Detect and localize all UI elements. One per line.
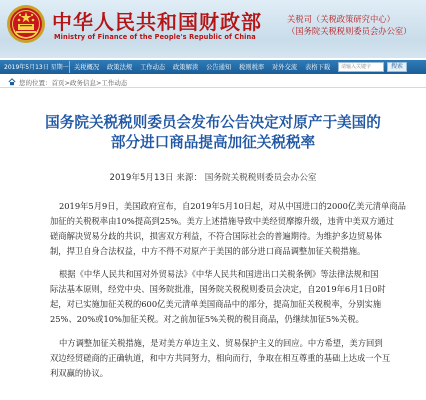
main-nav	[0, 60, 426, 74]
site-title[interactable]: 中华人民共和国财政部	[52, 10, 262, 34]
paragraph-line: 中方调整加征关税措施，是对美方单边主义、贸易保护主义的回应。中方希望，美方回到	[59, 338, 383, 348]
search-button[interactable]: 搜索	[387, 62, 407, 72]
nav-item-exchange[interactable]: 对外交流	[272, 64, 298, 71]
breadcrumb[interactable]: 您的位置：首页>政务信息>工作动态	[19, 79, 128, 87]
nav-divider	[69, 61, 70, 73]
nav-item-overview[interactable]: 关税概况	[74, 64, 100, 71]
nav-item-policies[interactable]: 政策法规	[107, 64, 133, 71]
national-emblem-icon[interactable]	[6, 4, 46, 44]
nav-item-interpretation[interactable]: 政策解读	[173, 64, 199, 71]
paragraph-line: 利双赢的协议。	[50, 368, 109, 378]
nav-item-work-news[interactable]: 工作动态	[140, 64, 166, 71]
paragraph-line: 根据《中华人民共和国对外贸易法》《中华人民共和国进出口关税条例》等法律法规和国	[59, 269, 379, 279]
department-name	[287, 13, 411, 37]
paragraph-line: 际法基本原则，经党中央、国务院批准，国务院关税税则委员会决定，自2019年6月1日0时	[50, 284, 386, 294]
paragraph-line: 2019年5月9日，美国政府宣布，自2019年5月10日起，对从中国进口的2000亿美元清单商品	[59, 201, 406, 211]
article-title-line-2: 部分进口商品提高加征关税税率	[110, 134, 316, 151]
department-line-1: 关税司（关税政策研究中心）	[287, 14, 395, 24]
paragraph-line: 25%、20%或10%加征关税。对之前加征5%关税的税目商品，仍继续加征5%关税。	[50, 314, 364, 324]
site-header	[0, 0, 426, 58]
nav-item-announcements[interactable]: 公告通知	[206, 64, 232, 71]
department-line-2: （国务院关税税则委员会办公室）	[287, 26, 412, 36]
home-icon[interactable]	[8, 78, 16, 86]
paragraph-line: 制，捍卫自身合法权益，中方不得不对原产于美国的部分进口商品调整加征关税措施。	[50, 246, 366, 256]
paragraph-line: 双边经贸磋商的正确轨道，和中方共同努力，相向而行，争取在相互尊重的基础上达成一个互	[50, 353, 391, 363]
search-input[interactable]: 请输入关键字	[338, 62, 384, 72]
current-date: 2019年5月13日 星期一	[4, 64, 69, 71]
paragraph-line: 磋商解决贸易分歧的共识，损害双方利益，不符合国际社会的普遍期待。为维护多边贸易体	[50, 231, 382, 241]
article-title-line-1: 国务院关税税则委员会发布公告决定对原产于美国的	[45, 114, 381, 131]
breadcrumb-bar	[0, 76, 426, 88]
nav-item-downloads[interactable]: 表格下载	[305, 64, 331, 71]
article-meta: 2019年5月13日 来源： 国务院关税税则委员会办公室	[109, 173, 317, 183]
nav-item-tariff-rates[interactable]: 税则税率	[239, 64, 265, 71]
paragraph-line: 起，对已实施加征关税的600亿美元清单美国商品中的部分，提高加征关税税率，分别实施	[50, 299, 382, 309]
site-title-english: Ministry of Finance of the People's Republic of China	[54, 33, 256, 41]
paragraph-line: 加征的关税税率由10%提高到25%。美方上述措施导致中美经贸摩擦升级，违背中美双方通过	[50, 216, 394, 226]
